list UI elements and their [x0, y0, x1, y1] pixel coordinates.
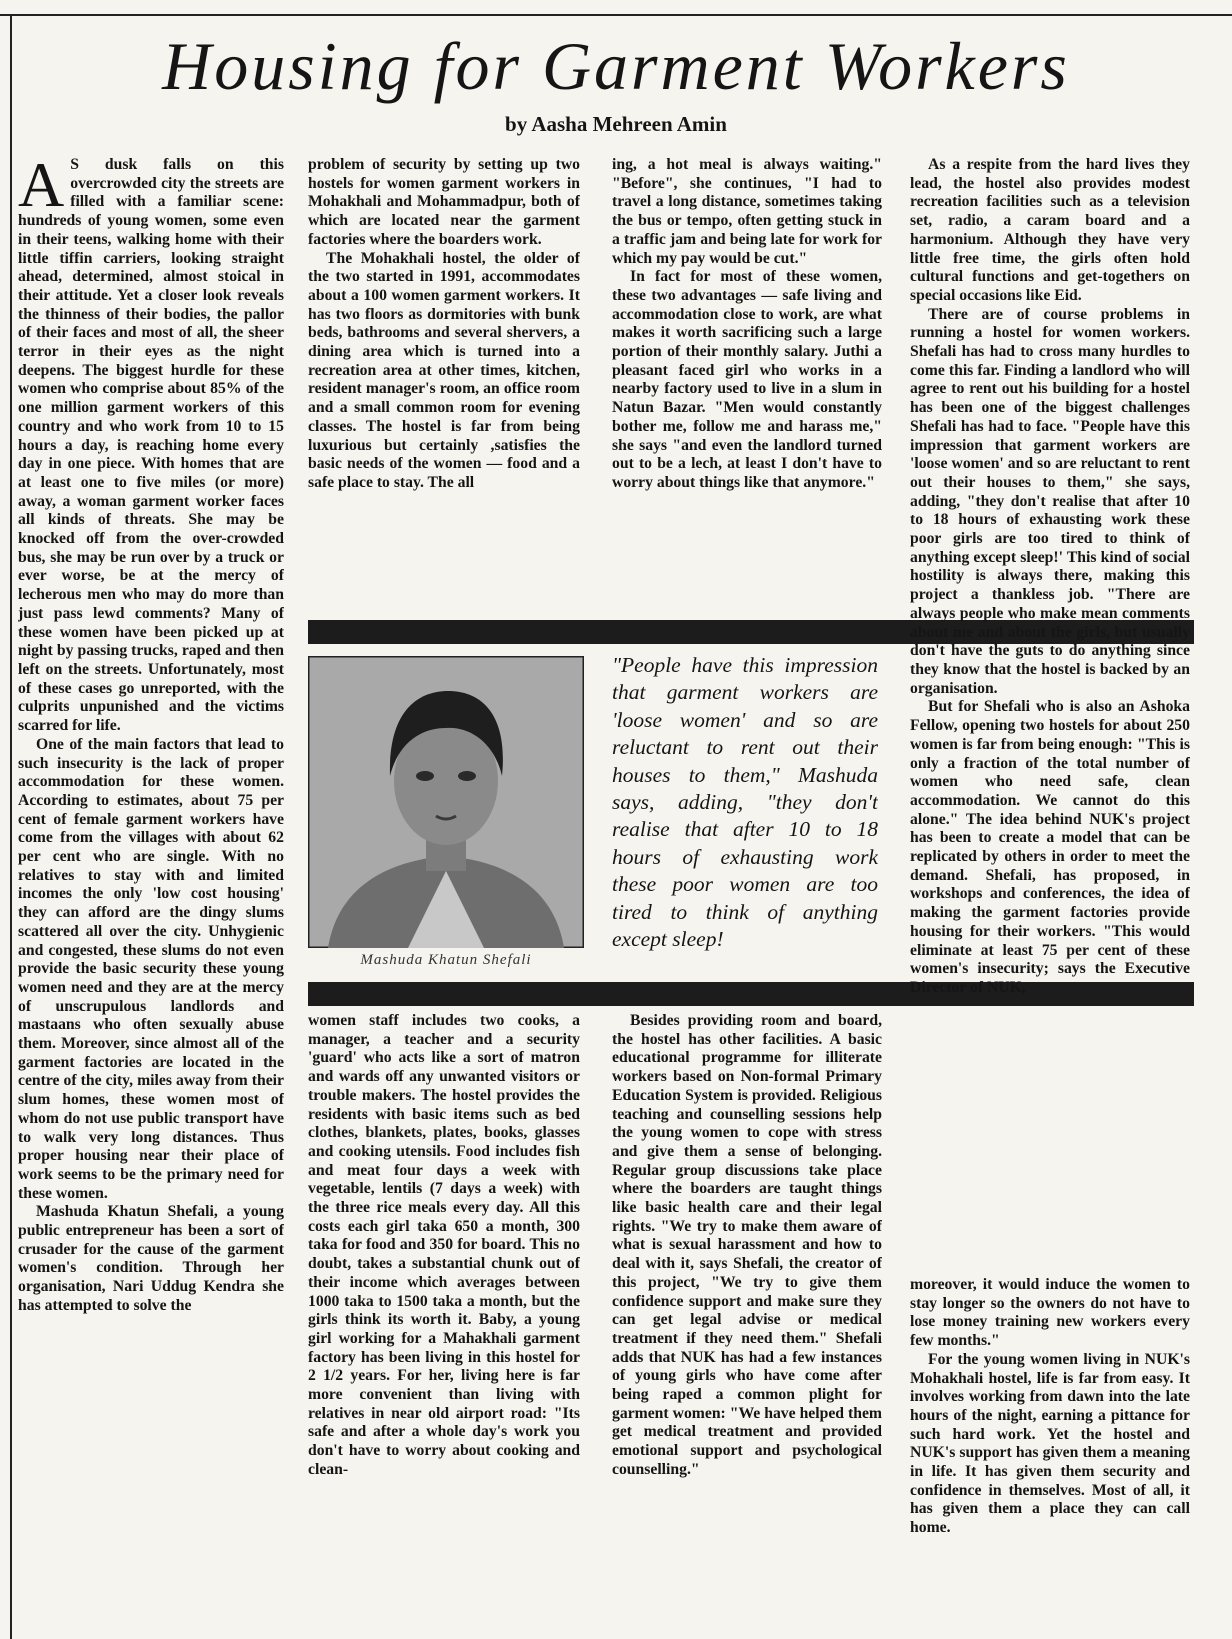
column-1 — [18, 156, 284, 1636]
photo-block — [308, 656, 584, 980]
byline: by Aasha Mehreen Amin — [505, 112, 727, 136]
paragraph: But for Shefali who is also an Ashoka Fellow, opening two hostels for about 250 women is far from being enough: "This is only a fraction of the total number of women who need safe, clean accommodation. We cannot do this alone." The idea behind NUK's project has been to create a model that can be replicated by others in order to meet the demand. Shefali, has proposed, in workshops and conferences, the idea of making the garment factories provide housing for their workers. "This would eliminate at least 75 per cent of these women's insecurity; says the Executive Director of NUK, — [910, 698, 1190, 996]
column-3-bottom — [612, 1012, 882, 1632]
paragraph: ing, a hot meal is always waiting." "Before", she continues, "I had to travel a long distance, sometimes taking the bus or tempo, often getting stuck in a traffic jam and being late for work for which my pay would be cut." — [612, 156, 882, 267]
top-rule — [0, 0, 1232, 16]
pull-quote — [612, 652, 878, 980]
paragraph: A S dusk falls on this overcrowded city the streets are filled with a familiar scene: hundreds of young women, some even in their teens, walking home with their little tiffin carriers, looking straight ahead, determined, almost stoical in their attitude. Yet a closer look reveals the thinness of their bodies, the pallor of their faces and most of all, the sheer terror in their eyes as the night deepens. The biggest hurdle for these women who comprise about 85% of the one million garment workers of this country and who work from 10 to 15 hours a day, is reaching home every day in one piece. With homes that are at least one to five miles (or more) away, a woman garment worker faces all kinds of threats. She may be knocked off from the over-crowded bus, she may be run over by a truck or ever worse, be at the mercy of lecherous men who may do more than just pass lewd comments? Many of these women have been picked up at night by passing trucks, raped and then left on the streets. Unfortunately, most of these cases go unreported, with the culprits unpunished and the victims scarred for life. — [18, 156, 284, 735]
portrait-photo — [308, 656, 584, 948]
column-2-bottom — [308, 1012, 580, 1632]
column-3-top — [612, 156, 882, 606]
photo-caption: Mashuda Khatun Shefali — [360, 952, 532, 968]
paragraph: women staff includes two cooks, a manager, a teacher and a security 'guard' who acts like a sort of matron and wards off any unwanted visitors or trouble makers. The hostel provides the residents with basic items such as bed clothes, blankets, plates, books, glasses and cooking utensils. Food includes fish and meat four days a week with vegetable, lentils (7 days a week) with the three rice meals every day. All this costs each girl taka 650 a month, 300 taka for food and 350 for board. This no doubt, takes a substantial chunk out of their income which averages between 1000 taka to 1500 taka a month, but the girls think its worth it. Baby, a young girl working for a Mahakhali garment factory has been living in this hostel for 2 1/2 years. For her, living here is far more convenient than living with relatives in near old airport road: "Its safe and after a whole day's work you don't have to worry about cooking and clean- — [308, 1012, 580, 1478]
column-4-top — [910, 156, 1190, 1266]
paragraph: moreover, it would induce the women to stay longer so the owners do not have to lose money training new workers every few months." — [910, 1276, 1190, 1350]
paragraph: Mashuda Khatun Shefali, a young public entrepreneur has been a sort of crusader for the cause of the garment women's condition. Through her organisation, Nari Uddug Kendra she has attempted to solve the — [18, 1203, 284, 1314]
paragraph: In fact for most of these women, these two advantages — safe living and accommodation close to work, are what makes it worth sacrificing such a large portion of their monthly salary. Juthi a pleasant faced girl who works in a nearby factory used to live in a slum in Natun Bazar. "Men would constantly bother me, follow me and harass me," she says "and even the landlord turned out to be a lech, at least I don't have to worry about things like that anymore." — [612, 268, 882, 491]
pull-quote-text: "People have this impression that garment workers are 'loose women' and so are reluctant to rent out their houses to them," Mashuda says, adding, "they don't realise that after 10 to 18 hours of exhausting work these poor women are too tired to think of anything except sleep! — [612, 653, 878, 952]
headline: Housing for Garment Workers — [162, 28, 1070, 104]
paragraph: problem of security by setting up two hostels for women garment workers in Mohakhali and Mohammadpur, both of which are located near the garment factories where the boarders work. — [308, 156, 580, 248]
drop-cap: A — [18, 156, 65, 220]
paragraph: One of the main factors that lead to such insecurity is the lack of proper accommodation for these women. According to estimates, about 75 per cent of female garment workers have come from the villages with about 62 per cent who are single. With no relatives to stay with and limited incomes the only 'low cost housing' they can afford are the dingy slums scattered all over the city. Unhygienic and congested, these slums do not even provide the basic security these young women need and they are at the mercy of unscrupulous landlords and mastaans who often sexually abuse them. Moreover, since almost all of the garment factories are located in the centre of the city, miles away from their slum homes, these women most of whom do not use public transport have to walk very long distances. Thus proper housing near their place of work seems to be the primary need for these women. — [18, 735, 284, 1202]
column-4-bottom — [910, 1276, 1190, 1636]
paragraph: There are of course problems in running a hostel for women workers. Shefali has had to cross many hurdles to come this far. Finding a landlord who will agree to rent out his building for a hostel has been one of the biggest challenges Shefali has had to face. "People have this impression that garment workers are 'loose women' and so are reluctant to rent out their houses to them," she says, adding, "they don't realise that after 10 to 18 hours of exhausting work these poor girls are too tired to think of anything except sleep!' This kind of social hostility is always there, making this project a thankless job. "There are always people who make mean comments about me and about the girls, but usually don't have the guts to do anything since they know that the hostel is backed by an organisation. — [910, 305, 1190, 697]
paragraph: For the young women living in NUK's Mohakhali hostel, life is far from easy. It involves working from dawn into the late hours of the night, earning a pittance for such hard work. Yet the hostel and NUK's support has given them a meaning in life. It has given them security and confidence in themselves. Most of all, it has given them a place they can call home. — [910, 1350, 1190, 1537]
column-2-top — [308, 156, 580, 606]
paragraph: The Mohakhali hostel, the older of the two started in 1991, accommodates about a 100 women garment workers. It has two floors as dormitories with bunk beds, bathrooms and several shervers, a dining area which is turned into a recreation area at other times, kitchen, resident manager's room, an office room and a small common room for evening classes. The hostel is far from being luxurious but certainly ,satisfies the basic needs of the women — food and a safe place to stay. The all — [308, 249, 580, 491]
paragraph: As a respite from the hard lives they lead, the hostel also provides modest recreation facilities such as a television set, radio, a caram board and a harmonium. Although they have very little free time, the girls often hold cultural functions and get-togethers on special occasions like Eid. — [910, 156, 1190, 304]
left-rule — [10, 14, 12, 1639]
paragraph: Besides providing room and board, the hostel has other facilities. A basic educational programme for illiterate workers based on Non-formal Primary Education System is provided. Religious teaching and counselling sessions help the young women to cope with stress and give them a sense of belonging. Regular group discussions take place where the boarders are taught things like basic health care and their legal rights. "We try to make them aware of what is sexual harassment and how to deal with it, says Shefali, the creator of this project, "We try to give them confidence support and make sure they can get legal advise or medical treatment if they need them." Shefali adds that NUK has had a few instances of young girls who have come after being raped a common plight for garment women: "We have helped them get medical treatment and provided emotional support and psychological counselling." — [612, 1012, 882, 1478]
